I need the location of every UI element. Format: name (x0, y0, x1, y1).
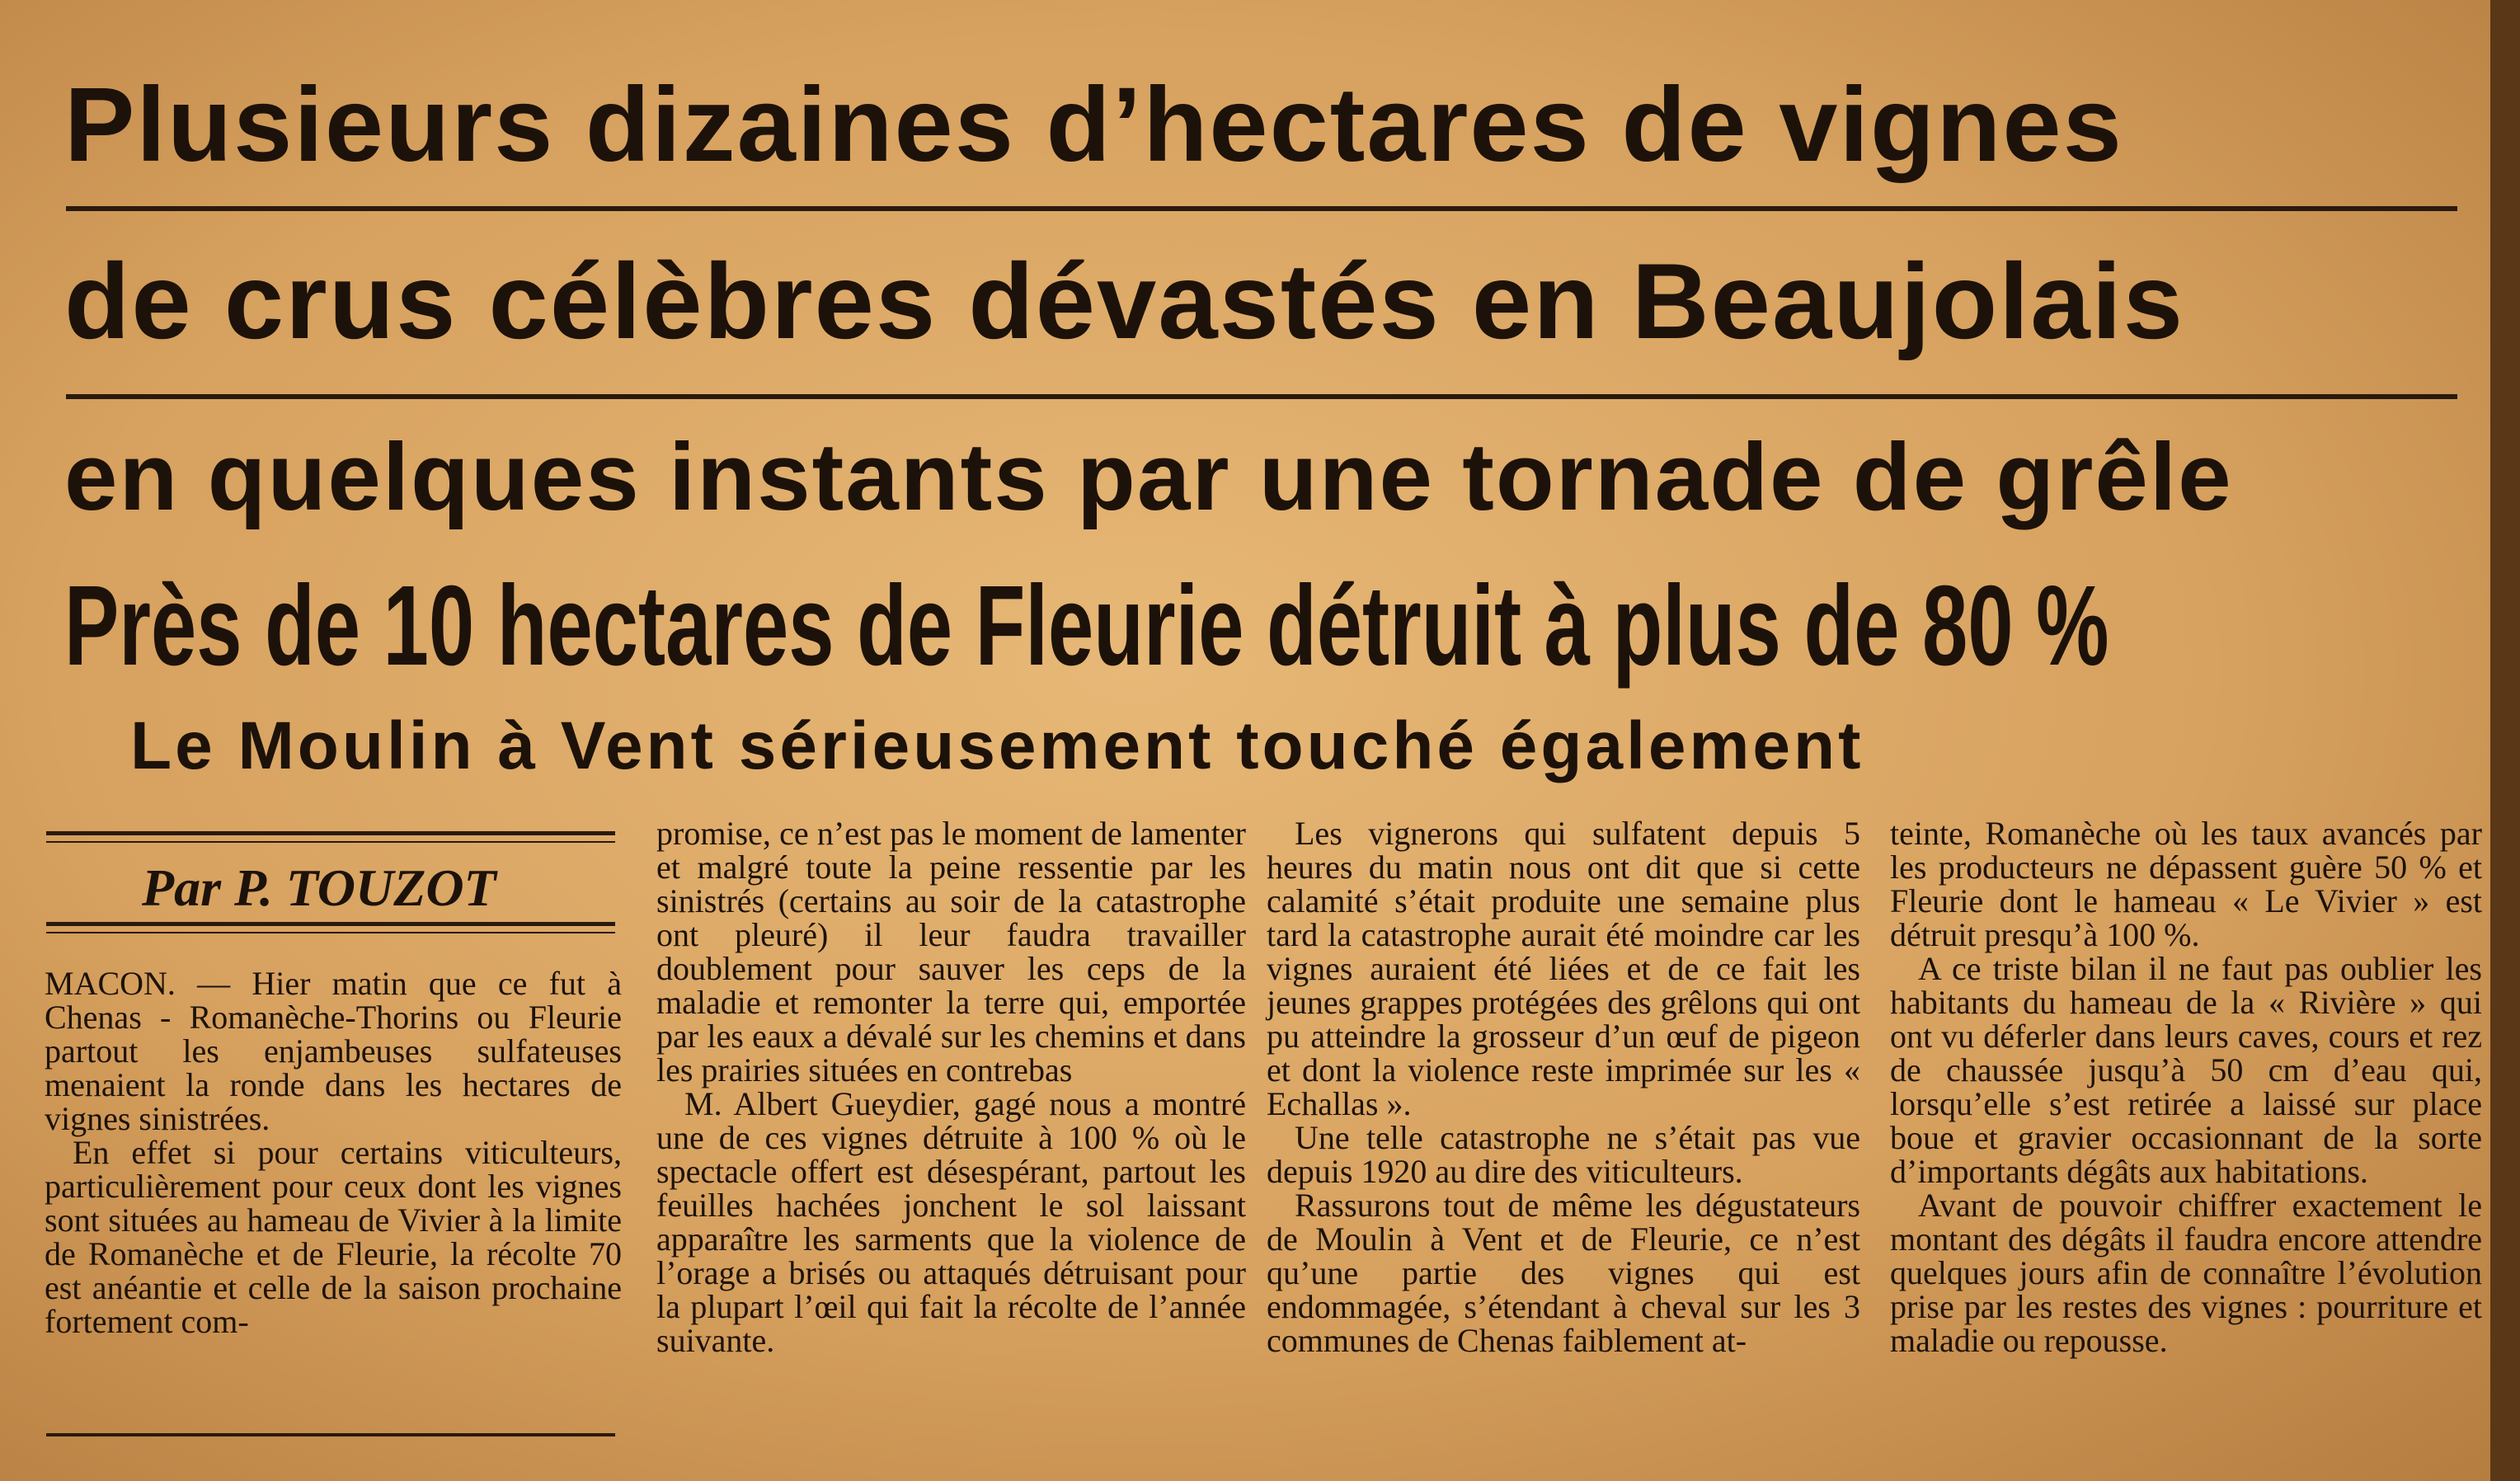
paragraph: Avant de pouvoir chiffrer exactement le montant des dégâts il faudra encore attendre quelques jours afin de connaître l’évolution prise par les restes des vignes : pourriture et maladie ou repousse. (1890, 1187, 2482, 1359)
article-column-4 (1890, 816, 2482, 1357)
paragraph: MACON. — Hier matin que ce fut à Chenas - Romanèche-Thorins ou Fleurie partout les enjambeuses sulfateuses menaient la ronde dans les hectares de vignes sinistrées. (45, 965, 622, 1137)
headline-rule-2 (66, 394, 2457, 399)
paragraph: promise, ce n’est pas le moment de lamenter et malgré toute la peine ressentie par les sinistrés (certains au soir de la catastrophe ont pleuré) il leur faudra travailler doublement pour sauver les ceps de la maladie et remonter la terre qui, emportée par les eaux a dévalé sur les chemins et dans les prairies situées en contrebas (656, 815, 1246, 1088)
paragraph: Une telle catastrophe ne s’était pas vue depuis 1920 au dire des viticulteurs. (1267, 1119, 1860, 1190)
byline-rule-top-thin (46, 841, 615, 843)
byline-rule-bottom-thin (46, 932, 615, 933)
paragraph: A ce triste bilan il ne faut pas oublier les habitants du hameau de la « Rivière » qui ont vu déferler dans leurs caves, cours et rez de chaussée jusqu’à 50 cm d’eau qui, lorsqu’elle s’est retirée a laissé sur place boue et gravier occasionnant de la sorte d’importants dégâts aux habitations. (1890, 950, 2482, 1190)
byline: Par P. TOUZOT (142, 858, 496, 917)
headline-line-4: Près de 10 hectares de Fleurie détruit à plus de 80 % (64, 562, 2109, 689)
article-column-1 (45, 966, 622, 1338)
paragraph: Rassurons tout de même les dégustateurs de Moulin à Vent et de Fleurie, ce n’est qu’une partie des vignes qui est endommagée, s’étendant à cheval sur les 3 communes de Chenas faiblement at- (1267, 1187, 1860, 1359)
byline-rule-top (46, 831, 615, 835)
paragraph: teinte, Romanèche où les taux avancés par les producteurs ne dépassent guère 50 % et Fleurie dont le hameau « Le Vivier » est détruit presqu’à 100 %. (1890, 815, 2482, 953)
article-column-2 (656, 816, 1246, 1357)
headline-line-2: de crus célèbres dévastés en Beaujolais (64, 241, 2184, 361)
column-rule-bottom (46, 1433, 615, 1436)
headline-line-1: Plusieurs dizaines d’hectares de vignes (64, 66, 2123, 184)
paragraph: En effet si pour certains viticulteurs, particulièrement pour ceux dont les vignes sont situées au hameau de Vivier à la limite de Romanèche et de Fleurie, la récolte 70 est anéantie et celle de la saison prochaine fortement com- (45, 1134, 622, 1340)
byline-rule-bottom (46, 922, 615, 926)
paragraph: Les vignerons qui sulfatent depuis 5 heures du matin nous ont dit que si cette calamité s’était produite une semaine plus tard la catastrophe aurait été moindre car les vignes auraient été liées et de ce fait les jeunes grappes protégées des grêlons qui ont pu atteindre la grosseur d’un œuf de pigeon et dont la violence reste imprimée sur les « Echallas ». (1267, 815, 1860, 1122)
paragraph: M. Albert Gueydier, gagé nous a montré une de ces vignes détruite à 100 % où le spectacle offert est désespérant, partout les feuilles hachées jonchent le sol laissant apparaître les sarments que la violence de l’orage a brisés ou attaqués détruisant pour la plupart l’œil qui fait la récolte de l’année suivante. (656, 1085, 1246, 1359)
headline-line-3: en quelques instants par une tornade de grêle (64, 423, 2233, 530)
headline-rule-1 (66, 206, 2457, 211)
page-edge-shadow (2490, 0, 2520, 1481)
subheadline: Le Moulin à Vent sérieusement touché également (130, 708, 1864, 783)
article-column-3 (1267, 816, 1860, 1357)
